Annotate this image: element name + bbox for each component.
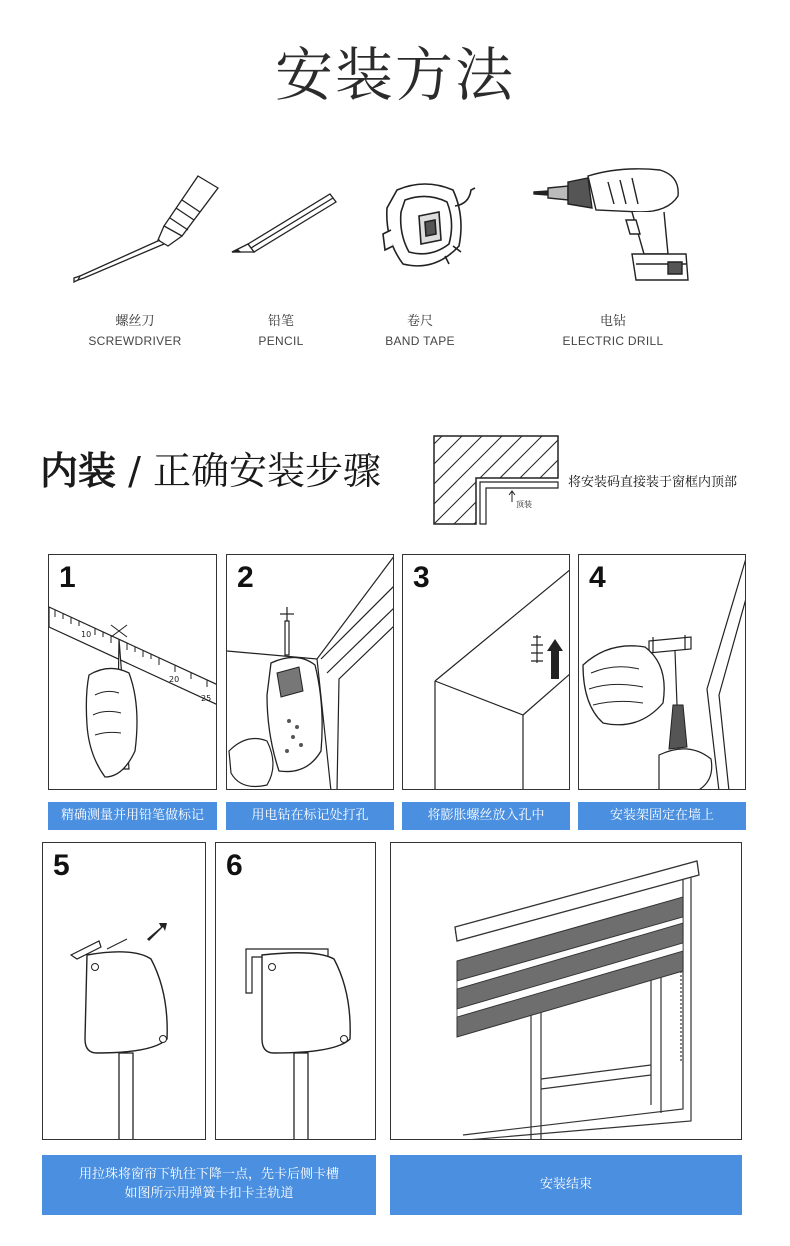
step-number: 2 bbox=[237, 561, 254, 594]
tool-label-en: SCREWDRIVER bbox=[88, 334, 182, 348]
tool-label-cn: 螺丝刀 bbox=[115, 314, 155, 329]
step-number: 5 bbox=[53, 849, 70, 882]
step-6-panel bbox=[215, 842, 376, 1140]
step-3-caption: 将膨胀螺丝放入孔中 bbox=[402, 802, 570, 830]
step-number: 1 bbox=[59, 561, 76, 594]
top-mount-label: 顶装 bbox=[516, 500, 532, 509]
section-title-slash: / bbox=[116, 449, 153, 493]
tool-label-en: PENCIL bbox=[258, 334, 304, 348]
step-5-caption-line2: 如图所示用弹簧卡扣卡主轨道 bbox=[124, 1186, 294, 1201]
tool-label-en: BAND TAPE bbox=[385, 334, 455, 348]
step-4-panel bbox=[578, 554, 746, 790]
step-1-caption: 精确测量并用铅笔做标记 bbox=[48, 802, 217, 830]
tool-label-cn: 电钻 bbox=[599, 314, 626, 329]
step-2-caption: 用电钻在标记处打孔 bbox=[226, 802, 394, 830]
step-number: 4 bbox=[589, 561, 606, 594]
step-1-illustration bbox=[49, 555, 217, 790]
top-mount-note: 将安装码直接装于窗框内顶部 bbox=[568, 475, 738, 490]
step-3-panel bbox=[402, 554, 570, 790]
top-mount-diagram bbox=[430, 432, 565, 528]
step-4-illustration bbox=[579, 555, 746, 790]
section-title-bold: 内装 bbox=[40, 449, 117, 493]
tool-label-cn: 卷尺 bbox=[406, 314, 433, 329]
page-title: 安装方法 bbox=[274, 41, 515, 109]
final-panel bbox=[390, 842, 742, 1140]
tool-band-tape bbox=[335, 160, 505, 370]
step-3-illustration bbox=[403, 555, 570, 790]
step-4-caption: 安装架固定在墙上 bbox=[578, 802, 746, 830]
tape-measure-icon bbox=[335, 160, 505, 300]
step-1-panel bbox=[48, 554, 217, 790]
section-title bbox=[40, 440, 381, 495]
tool-screwdriver bbox=[50, 160, 220, 370]
step-2-panel bbox=[226, 554, 394, 790]
step-number: 3 bbox=[413, 561, 430, 594]
step-5-panel bbox=[42, 842, 206, 1140]
step-number: 6 bbox=[226, 849, 243, 882]
step-5-caption bbox=[42, 1155, 376, 1215]
final-caption: 安装结束 bbox=[390, 1155, 742, 1215]
step-5-illustration bbox=[43, 843, 206, 1140]
ruler-label: 20 bbox=[169, 675, 180, 684]
screwdriver-icon bbox=[50, 160, 220, 300]
electric-drill-icon bbox=[528, 160, 698, 300]
ruler-label: 25 bbox=[201, 694, 212, 703]
step-6-illustration bbox=[216, 843, 376, 1140]
step-5-caption-line1: 用拉珠将窗帘下轨往下降一点，先卡后侧卡槽 bbox=[78, 1167, 339, 1183]
installed-blind-illustration bbox=[391, 843, 742, 1140]
ruler-label: 10 bbox=[81, 630, 92, 639]
step-2-illustration bbox=[227, 555, 394, 790]
section-title-rest: 正确安装步骤 bbox=[152, 449, 381, 493]
tool-label-en: ELECTRIC DRILL bbox=[562, 334, 664, 348]
tool-electric-drill bbox=[528, 160, 698, 370]
tool-label-cn: 铅笔 bbox=[267, 314, 294, 329]
